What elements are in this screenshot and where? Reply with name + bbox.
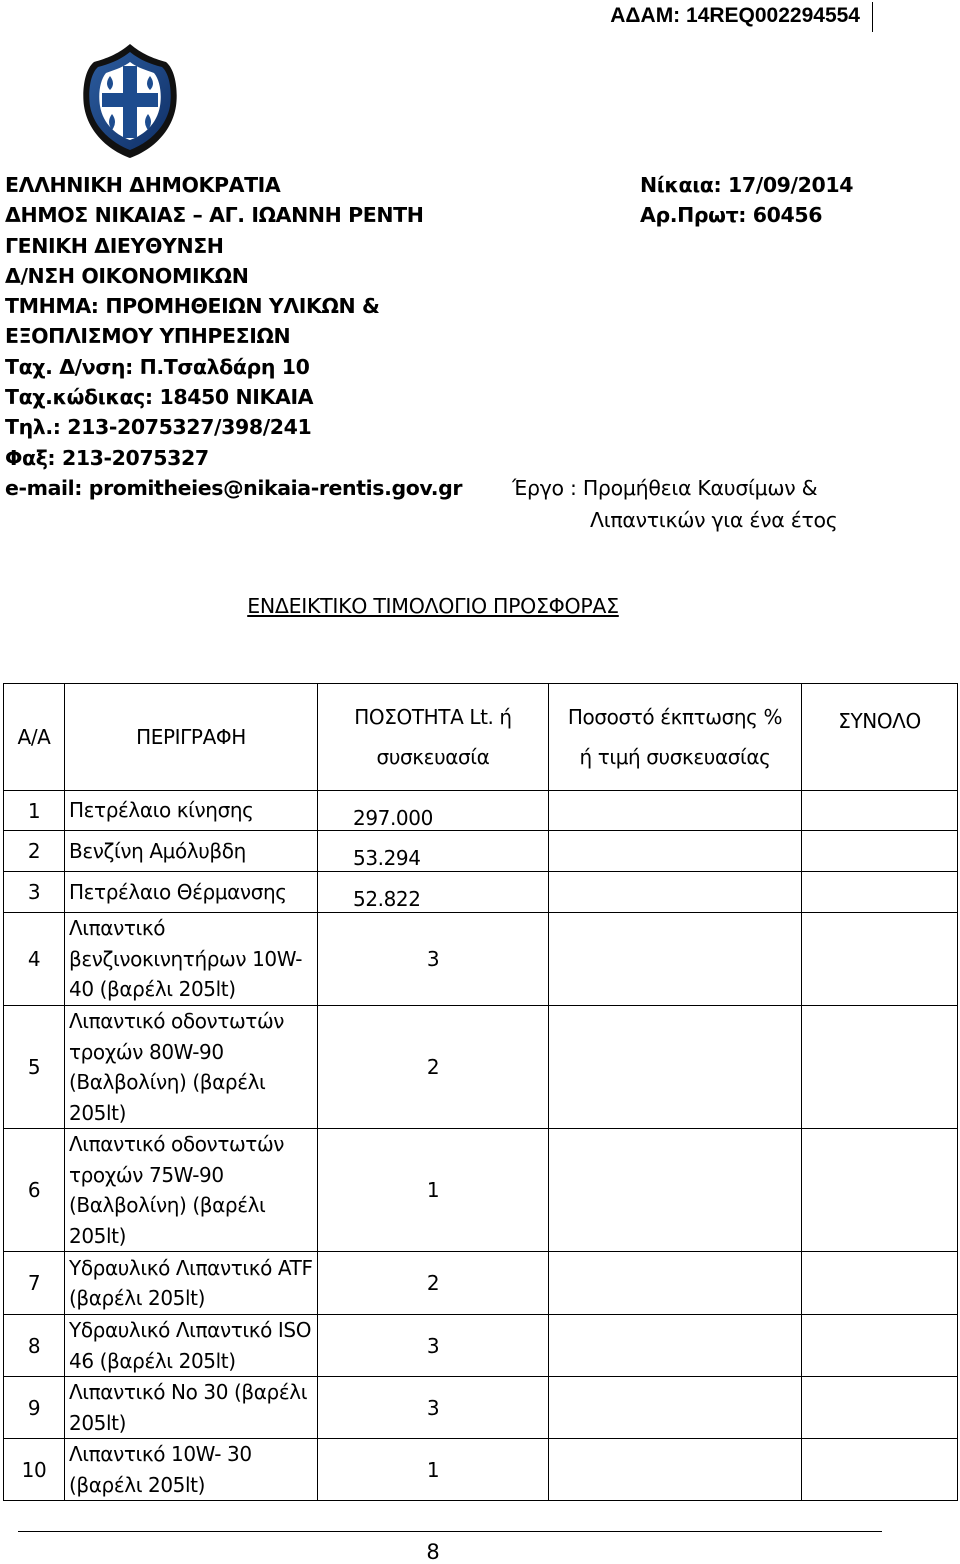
- header-total: ΣΥΝΟΛΟ: [802, 684, 958, 791]
- greek-coat-of-arms-emblem: [80, 40, 180, 162]
- project-line-2: Λιπαντικών για ένα έτος: [590, 508, 838, 532]
- row-discount-cell: [549, 872, 802, 913]
- row-quantity: 3: [318, 1377, 549, 1439]
- header-description: ΠΕΡΙΓΡΑΦΗ: [65, 684, 318, 791]
- table-row: [4, 831, 958, 872]
- text-cursor: [872, 2, 873, 32]
- row-discount-cell: [549, 1252, 802, 1315]
- row-aa: 6: [4, 1129, 65, 1252]
- row-discount-cell: [549, 913, 802, 1006]
- row-description: Λιπαντικό οδοντωτών τροχών 80W-90 (Βαλβολίνη) (βαρέλι 205lt): [65, 1006, 318, 1129]
- row-total-cell: [802, 1315, 958, 1377]
- row-description: Πετρέλαιο κίνησης: [65, 791, 318, 831]
- row-aa: 8: [4, 1315, 65, 1377]
- row-quantity: 2: [318, 1252, 549, 1315]
- row-discount-cell: [549, 831, 802, 872]
- row-quantity: 1: [318, 1439, 549, 1501]
- header-aa: Α/Α: [4, 684, 65, 791]
- row-discount-cell: [549, 791, 802, 831]
- row-quantity: 3: [318, 913, 549, 1006]
- protocol-number: Αρ.Πρωτ: 60456: [640, 203, 823, 228]
- price-offer-table: [3, 683, 958, 1501]
- row-description: Πετρέλαιο Θέρμανσης: [65, 872, 318, 913]
- row-aa: 4: [4, 913, 65, 1006]
- row-total-cell: [802, 1377, 958, 1439]
- row-aa: 1: [4, 791, 65, 831]
- table-row: [4, 791, 958, 831]
- row-quantity: 3: [318, 1315, 549, 1377]
- row-discount-cell: [549, 1129, 802, 1252]
- row-aa: 2: [4, 831, 65, 872]
- sender-line: Δ/ΝΣΗ ΟΙΚΟΝΟΜΙΚΩΝ: [5, 263, 249, 288]
- sender-line: ΓΕΝΙΚΗ ΔΙΕΥΘΥΝΣΗ: [5, 233, 224, 258]
- sender-line: Ταχ. Δ/νση: Π.Τσαλδάρη 10: [5, 354, 310, 379]
- header-discount-line-1: Ποσοστό έκπτωσης %: [567, 705, 783, 729]
- row-total-cell: [802, 1439, 958, 1501]
- row-description: Λιπαντικό βενζινοκινητήρων 10W-40 (βαρέλι 205lt): [65, 913, 318, 1006]
- table-row: [4, 1129, 958, 1252]
- row-description: Υδραυλικό Λιπαντικό ATF (βαρέλι 205lt): [65, 1252, 318, 1315]
- sender-line: ΕΛΛΗΝΙΚΗ ΔΗΜΟΚΡΑΤΙΑ: [5, 173, 281, 197]
- row-quantity: 297.000: [318, 791, 549, 831]
- table-row: [4, 1439, 958, 1501]
- row-total-cell: [802, 1129, 958, 1252]
- row-quantity: 1: [318, 1129, 549, 1252]
- row-description: Λιπαντικό 10W- 30 (βαρέλι 205lt): [65, 1439, 318, 1501]
- row-total-cell: [802, 791, 958, 831]
- project-line-1: Έργο : Προμήθεια Καυσίμων &: [512, 476, 818, 500]
- row-total-cell: [802, 1252, 958, 1315]
- header-quantity-line-1: ΠΟΣΟΤΗΤΑ Lt. ή: [354, 705, 512, 729]
- table-row: [4, 872, 958, 913]
- row-discount-cell: [549, 1006, 802, 1129]
- row-total-cell: [802, 1006, 958, 1129]
- ada-code: ΑΔΑΜ: 14REQ002294554: [610, 4, 860, 27]
- table-row: [4, 913, 958, 1006]
- project-title: [512, 472, 842, 536]
- document-meta: [640, 170, 853, 231]
- row-description: Λιπαντικό οδοντωτών τροχών 75W-90 (Βαλβολίνη) (βαρέλι 205lt): [65, 1129, 318, 1252]
- footer-divider: [18, 1531, 882, 1532]
- sender-line: Φαξ: 213-2075327: [5, 445, 209, 470]
- document-title: ΕΝΔΕΙΚΤΙΚΟ ΤΙΜΟΛΟΓΙΟ ΠΡΟΣΦΟΡΑΣ: [247, 594, 619, 618]
- row-aa: 10: [4, 1439, 65, 1501]
- table-row: [4, 1006, 958, 1129]
- sender-line: ΔΗΜΟΣ ΝΙΚΑΙΑΣ – ΑΓ. ΙΩΑΝΝΗ ΡΕΝΤΗ: [5, 203, 424, 228]
- row-aa: 5: [4, 1006, 65, 1129]
- row-discount-cell: [549, 1439, 802, 1501]
- row-aa: 7: [4, 1252, 65, 1315]
- header-quantity: [318, 684, 549, 791]
- table-row: [4, 1252, 958, 1315]
- table-header-row: [4, 684, 958, 791]
- row-quantity: 2: [318, 1006, 549, 1129]
- row-description: Υδραυλικό Λιπαντικό ISO 46 (βαρέλι 205lt): [65, 1315, 318, 1377]
- row-total-cell: [802, 831, 958, 872]
- sender-line: ΤΜΗΜΑ: ΠΡΟΜΗΘΕΙΩΝ ΥΛΙΚΩΝ &: [5, 294, 380, 319]
- page-number: 8: [426, 1540, 440, 1564]
- header-discount: [549, 684, 802, 791]
- row-description: Λιπαντικό Νο 30 (βαρέλι 205lt): [65, 1377, 318, 1439]
- row-quantity: 52.822: [318, 872, 549, 913]
- row-total-cell: [802, 872, 958, 913]
- sender-line: Ταχ.κώδικας: 18450 ΝΙΚΑΙΑ: [5, 385, 314, 410]
- row-discount-cell: [549, 1315, 802, 1377]
- row-discount-cell: [549, 1377, 802, 1439]
- header-quantity-line-2: συσκευασία: [376, 745, 490, 769]
- sender-block: [5, 170, 462, 503]
- header-discount-line-2: ή τιμή συσκευασίας: [579, 745, 771, 769]
- table-row: [4, 1377, 958, 1439]
- row-total-cell: [802, 913, 958, 1006]
- row-quantity: 53.294: [318, 831, 549, 872]
- sender-line: ΕΞΟΠΛΙΣΜΟΥ ΥΠΗΡΕΣΙΩΝ: [5, 324, 291, 349]
- row-aa: 9: [4, 1377, 65, 1439]
- row-description: Βενζίνη Αμόλυβδη: [65, 831, 318, 872]
- row-aa: 3: [4, 872, 65, 913]
- table-row: [4, 1315, 958, 1377]
- sender-line: Τηλ.: 213-2075327/398/241: [5, 415, 312, 440]
- sender-email: e-mail: promitheies@nikaia-rentis.gov.gr: [5, 475, 463, 500]
- document-date: Νίκαια: 17/09/2014: [640, 173, 854, 197]
